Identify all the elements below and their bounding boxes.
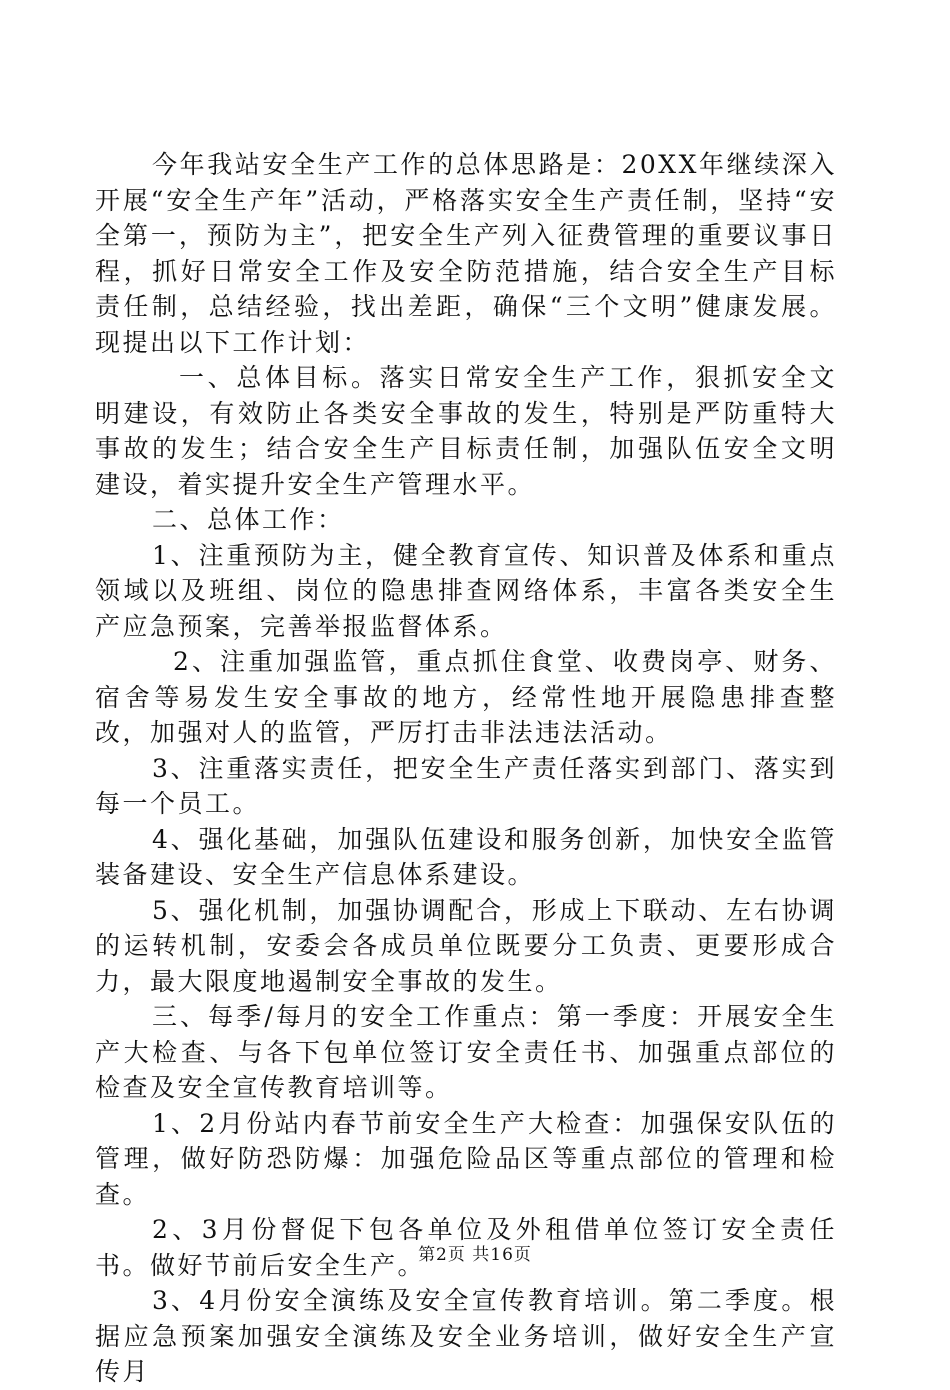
paragraph-section-1: 一、总体目标。落实日常安全生产工作，狠抓安全文明建设，有效防止各类安全事故的发生，特别是严防重特大事故的发生；结合安全生产目标责任制，加强队伍安全文明建设，着实提升安全生产管理水平。 [95, 363, 837, 499]
paragraph-item-3: 3、注重落实责任，把安全生产责任落实到部门、落实到每一个员工。 [95, 753, 837, 818]
paragraph-month-item-3: 3、4月份安全演练及安全宣传教育培训。第二季度。根据应急预案加强安全演练及安全业务培训，做好安全生产宣传月 [95, 1286, 837, 1386]
page-number-label: 第2页 共16页 [418, 1245, 532, 1265]
paragraph-item-2: 2、注重加强监管，重点抓住食堂、收费岗亭、财务、宿舍等易发生安全事故的地方，经常性地开展隐患排查整改，加强对人的监管，严厉打击非法违法活动。 [95, 647, 837, 747]
document-body [95, 147, 837, 1390]
paragraph-section-3: 三、每季/每月的安全工作重点：第一季度：开展安全生产大检查、与各下包单位签订安全责任书、加强重点部位的检查及安全宣传教育培训等。 [95, 1002, 837, 1102]
paragraph-item-4: 4、强化基础，加强队伍建设和服务创新，加快安全监管装备建设、安全生产信息体系建设。 [95, 824, 837, 889]
page-footer [0, 1240, 950, 1265]
paragraph-month-item-2: 2、3月份督促下包各单位及外租借单位签订安全责任书。做好节前后安全生产。 [95, 1215, 837, 1280]
paragraph-intro: 今年我站安全生产工作的总体思路是：20XX年继续深入开展“安全生产年”活动，严格落实安全生产责任制，坚持“安全第一，预防为主”，把安全生产列入征费管理的重要议事日程，抓好日常安全工作及安全防范措施，结合安全生产目标责任制，总结经验，找出差距，确保“三个文明”健康发展。现提出以下工作计划： [95, 150, 837, 357]
paragraph-section-2-heading: 二、总体工作： [152, 505, 345, 534]
paragraph-month-item-1: 1、2月份站内春节前安全生产大检查：加强保安队伍的管理，做好防恐防爆：加强危险品区等重点部位的管理和检查。 [95, 1108, 837, 1209]
paragraph-item-1: 1、注重预防为主，健全教育宣传、知识普及体系和重点领域以及班组、岗位的隐患排查网络体系，丰富各类安全生产应急预案，完善举报监督体系。 [95, 540, 837, 641]
paragraph-item-5: 5、强化机制，加强协调配合，形成上下联动、左右协调的运转机制，安委会各成员单位既要分工负责、更要形成合力，最大限度地遏制安全事故的发生。 [95, 895, 837, 996]
